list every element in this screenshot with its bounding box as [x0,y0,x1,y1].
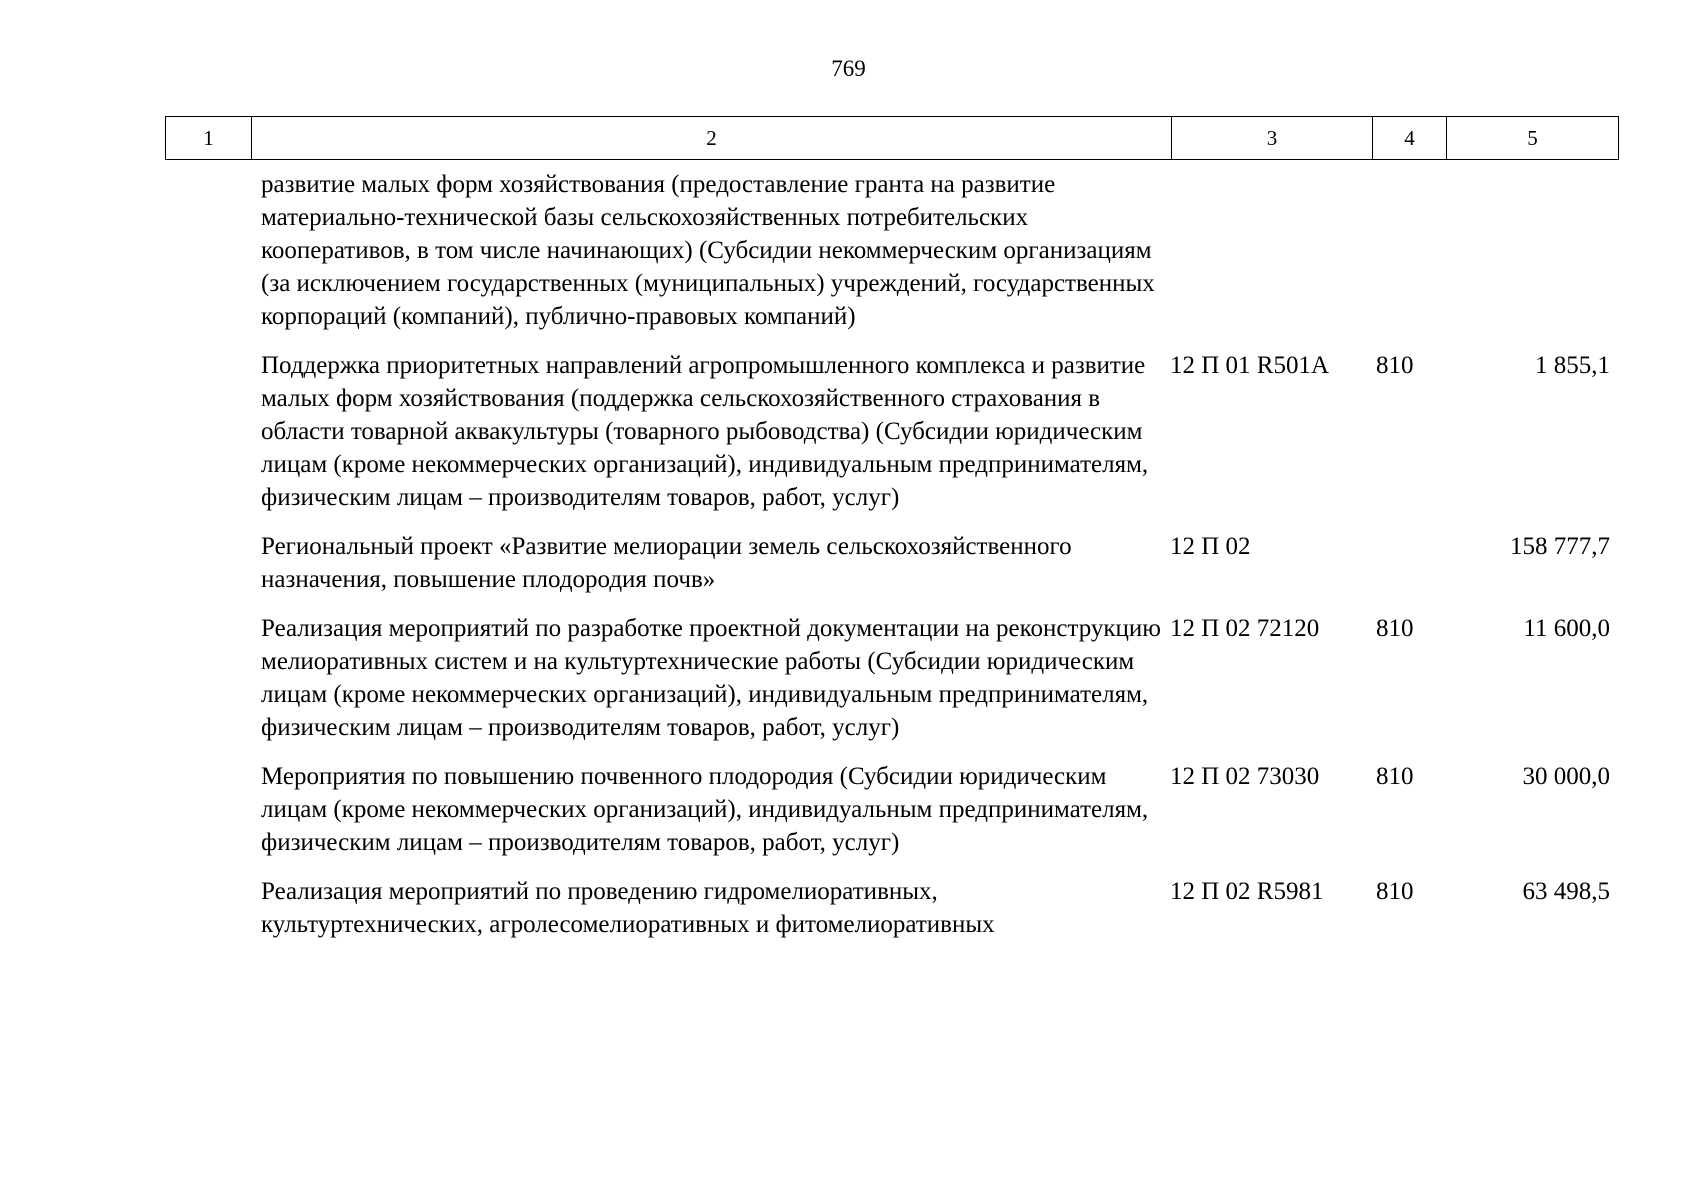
row-code: 12 П 02 73030 [1170,763,1320,790]
row-type: 810 [1376,878,1414,905]
row-amount: 11 600,0 [1523,615,1610,642]
table-row [165,530,1618,596]
row-description: Поддержка приоритетных направлений агропромышленного комплекса и развитие малых форм хозяйствования (поддержка сельскохозяйственного страхования в области товарной аквакультуры (товарного рыбоводства) (Субсидии юридическим лицам (кроме некоммерческих организаций), индивидуальным предпринимателям, физическим лицам – производителям товаров, работ, услуг) [261,352,1149,511]
row-amount: 158 777,7 [1510,533,1610,560]
table-row [165,760,1618,859]
row-amount: 30 000,0 [1522,763,1610,790]
row-number-cell [165,760,251,859]
row-description: Реализация мероприятий по проведению гидромелиоративных, культуртехнических, агролесомелиоративных и фитомелиоративных [261,878,995,938]
column-header-1: 1 [166,117,252,160]
row-amount [1436,168,1618,333]
column-header-row [166,117,1619,160]
column-header-3: 3 [1172,117,1373,160]
table-row [165,349,1618,514]
row-amount: 1 855,1 [1535,352,1610,379]
row-description: Мероприятия по повышению почвенного плодородия (Субсидии юридическим лицам (кроме некоммерческих организаций), индивидуальным предпринимателям, физическим лицам – производителям товаров, работ, услуг) [261,763,1149,856]
table-row [165,612,1618,744]
row-type: 810 [1376,615,1414,642]
row-amount: 63 498,5 [1522,878,1610,905]
row-number-cell [165,168,251,333]
column-header-5: 5 [1447,117,1619,160]
row-code [1161,168,1362,333]
row-description: Региональный проект «Развитие мелиорации земель сельскохозяйственного назначения, повышение плодородия почв» [261,533,1072,593]
row-number-cell [165,612,251,744]
row-description: Реализация мероприятий по разработке проектной документации на реконструкцию мелиоративных систем и на культуртехнические работы (Субсидии юридическим лицам (кроме некоммерческих организаций), индивидуальным предпринимателям, физическим лицам – производителям товаров, работ, услуг) [261,615,1161,741]
column-header-4: 4 [1373,117,1447,160]
row-type: 810 [1376,352,1414,379]
row-number-cell [165,349,251,514]
row-code: 12 П 02 72120 [1170,615,1320,642]
row-code: 12 П 02 [1170,533,1251,560]
row-number-cell [165,530,251,596]
row-type [1362,530,1436,596]
row-type: 810 [1376,763,1414,790]
row-number-cell [165,875,251,941]
row-type [1362,168,1436,333]
row-code: 12 П 02 R5981 [1170,878,1324,905]
column-header-2: 2 [252,117,1172,160]
page-number: 769 [831,56,866,81]
table-row [165,168,1618,333]
row-code: 12 П 01 R501А [1170,352,1330,379]
row-description: развитие малых форм хозяйствования (предоставление гранта на развитие материально-технической базы сельскохозяйственных потребительских кооперативов, в том числе начинающих) (Субсидии некоммерческим организациям (за исключением государственных (муниципальных) учреждений, государственных корпораций (компаний), публично-правовых компаний) [261,171,1155,330]
table-body [165,168,1618,957]
column-header-table [165,116,1619,160]
table-row [165,875,1618,941]
